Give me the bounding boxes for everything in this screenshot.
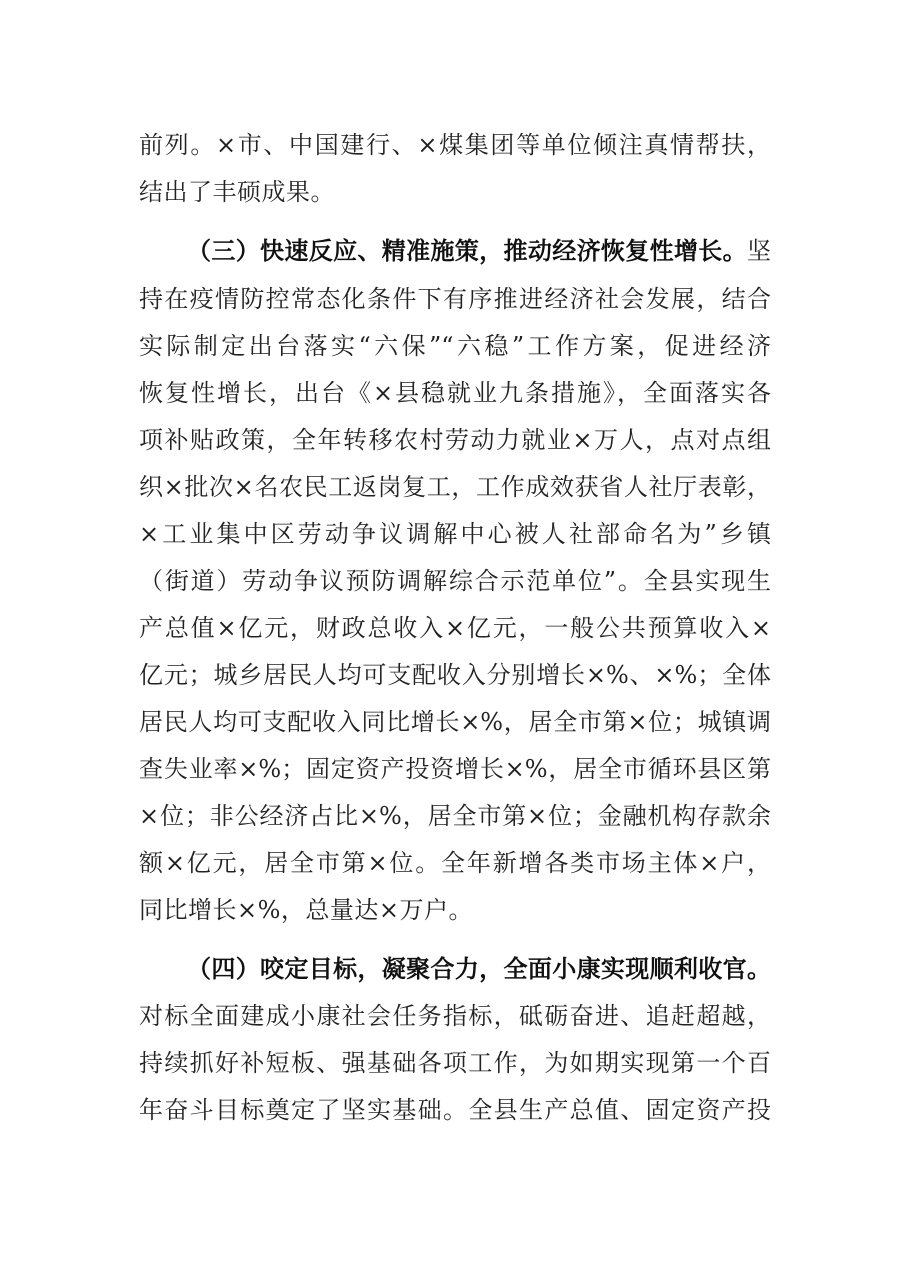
text-run: 坚 <box>747 237 771 265</box>
text-line: 额×亿元，居全市第×位。全年新增各类市场主体×户， <box>139 849 771 877</box>
text-line: 同比增长×%，总量达×万户。 <box>139 896 474 924</box>
text-line: 产总值×亿元，财政总收入×亿元，一般公共预算收入× <box>139 614 771 642</box>
text-line: 结出了丰硕成果。 <box>139 178 335 206</box>
text-line: 亿元；城乡居民人均可支配收入分别增长×%、×%；全体 <box>139 661 771 689</box>
text-line: 实际制定出台落实“六保”“六稳”工作方案，促进经济 <box>139 332 771 360</box>
text-line: ×位；非公经济占比×%，居全市第×位；金融机构存款余 <box>139 802 771 830</box>
text-line: 查失业率×%；固定资产投资增长×%，居全市循环县区第 <box>139 755 771 783</box>
text-line: 持在疫情防控常态化条件下有序推进经济社会发展，结合 <box>139 285 771 313</box>
text-line: 居民人均可支配收入同比增长×%，居全市第×位；城镇调 <box>139 708 771 736</box>
text-line: 恢复性增长，出台《×县稳就业九条措施》，全面落实各 <box>139 379 771 407</box>
text-line: ×工业集中区劳动争议调解中心被人社部命名为”乡镇 <box>139 520 771 548</box>
text-line: 前列。×市、中国建行、×煤集团等单位倾注真情帮扶， <box>139 131 771 159</box>
section-heading: （四）咬定目标，凝聚合力，全面小康实现顺利收官。 <box>187 954 771 983</box>
text-line: 年奋斗目标奠定了坚实基础。全县生产总值、固定资产投 <box>139 1096 771 1124</box>
text-line: 对标全面建成小康社会任务指标，砥砺奋进、追赶超越， <box>139 1002 771 1030</box>
section-heading: （三）快速反应、精准施策，推动经济恢复性增长。 <box>187 236 747 265</box>
section-heading-line <box>187 954 771 984</box>
text-line: （街道）劳动争议预防调解综合示范单位”。全县实现生 <box>139 567 771 595</box>
text-line: 持续抓好补短板、强基础各项工作，为如期实现第一个百 <box>139 1049 771 1077</box>
text-line: 项补贴政策，全年转移农村劳动力就业×万人，点对点组 <box>139 426 771 454</box>
text-line: 织×批次×名农民工返岗复工，工作成效获省人社厅表彰， <box>139 473 771 501</box>
section-heading-line <box>187 236 771 266</box>
